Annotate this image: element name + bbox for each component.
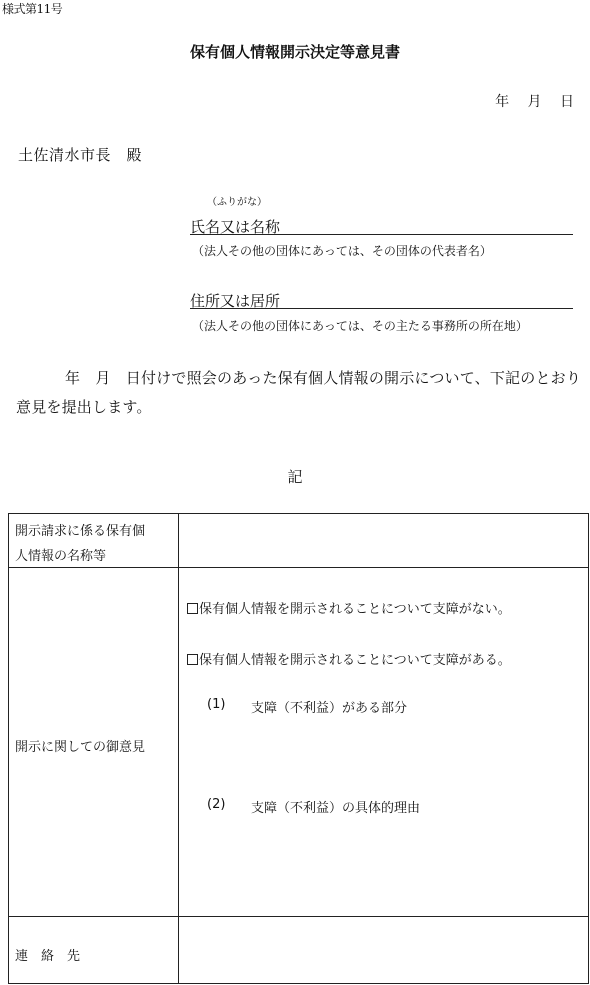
table-column-divider	[178, 514, 179, 983]
address-label: 住所又は居所	[190, 292, 281, 310]
name-field-line[interactable]	[190, 234, 573, 235]
row1-label-line2: 人情報の名称等	[15, 549, 107, 564]
name-note: （法人その他の団体にあっては、その団体の代表者名）	[192, 244, 492, 258]
contact-label: 連 絡 先	[15, 949, 81, 964]
table-row-divider	[9, 916, 588, 917]
option-no-hindrance[interactable]	[187, 598, 511, 617]
table-row-divider	[9, 567, 588, 568]
form-number: 様式第11号	[2, 2, 63, 16]
furigana-label: （ふりがな）	[207, 197, 267, 208]
option-hindrance-text: 保有個人情報を開示されることについて支障がある。	[199, 653, 511, 668]
name-label: 氏名又は名称	[190, 218, 281, 236]
opinion-table	[8, 513, 589, 984]
sub2-number: (2)	[207, 797, 226, 812]
address-field-line[interactable]	[190, 308, 573, 309]
document-title: 保有個人情報開示決定等意見書	[189, 43, 400, 61]
address-note: （法人その他の団体にあっては、その主たる事務所の所在地）	[192, 319, 528, 333]
checkbox-icon[interactable]	[187, 654, 198, 665]
row1-label-line1: 開示請求に係る保有個	[15, 524, 146, 539]
ki-heading: 記	[287, 468, 303, 486]
option-no-hindrance-text: 保有個人情報を開示されることについて支障がない。	[199, 602, 511, 617]
option-hindrance[interactable]	[187, 649, 511, 668]
sub1-number: (1)	[207, 697, 226, 712]
sub2-text: 支障（不利益）の具体的理由	[251, 801, 421, 816]
sub1-text: 支障（不利益）がある部分	[251, 701, 408, 716]
addressee: 土佐清水市長 殿	[18, 146, 143, 164]
checkbox-icon[interactable]	[187, 603, 198, 614]
date-line: 年 月 日	[495, 94, 574, 110]
body-paragraph: 年 月 日付けで照会のあった保有個人情報の開示について、下記のとおり意見を提出します。	[16, 369, 582, 416]
row2-label: 開示に関しての御意見	[15, 740, 146, 755]
